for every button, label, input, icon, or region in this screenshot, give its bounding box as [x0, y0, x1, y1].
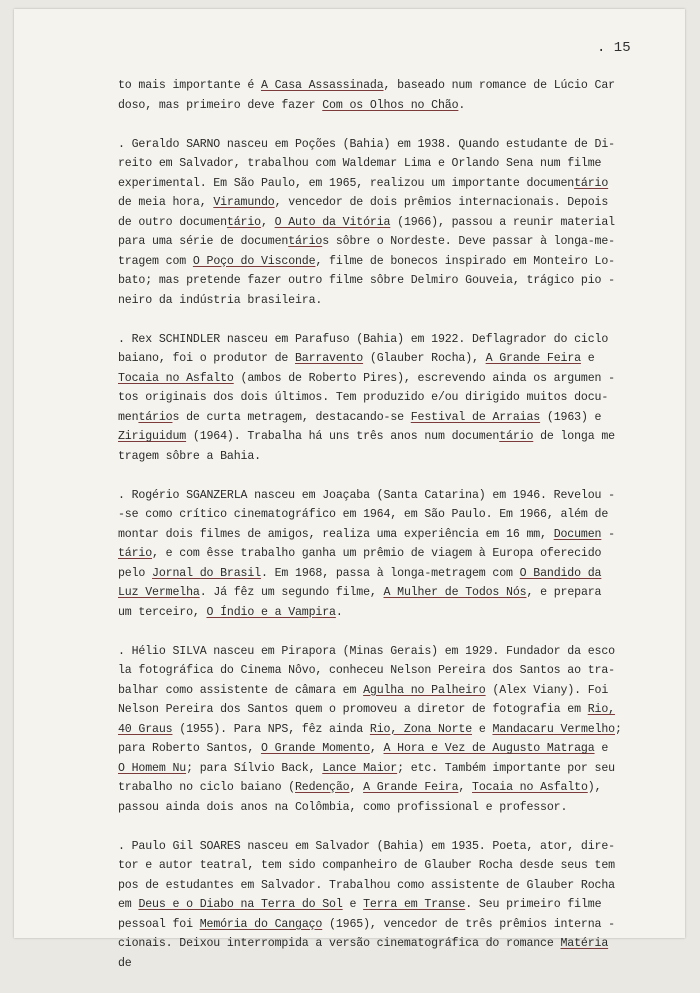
text-line: baiano, foi o produtor de Barravento (Glauber Rocha), A Grande Feira e: [118, 352, 595, 365]
text-line: la fotográfica do Cinema Nôvo, conheceu Nelson Pereira dos Santos ao tra-: [118, 664, 615, 677]
text-line: tragem com O Poço do Visconde, filme de bonecos inspirado em Monteiro Lo-: [118, 254, 615, 268]
underlined-title: tário: [499, 430, 534, 443]
underlined-title: O Índio e a Vampira: [206, 605, 336, 619]
text-line: O Homem Nu; para Sílvio Back, Lance Maior; etc. Também importante por seu: [118, 761, 615, 775]
underlined-title: Deus e o Diabo na Terra do Sol: [138, 898, 343, 911]
text-line: pessoal foi Memória do Cangaço (1965), vencedor de três prêmios interna -: [118, 917, 615, 931]
underlined-title: tário: [226, 215, 261, 229]
paragraph: [118, 642, 626, 818]
text-line: reito em Salvador, trabalhou com Waldemar Lima e Orlando Sena num filme: [118, 157, 602, 170]
text-line: to mais importante é A Casa Assassinada, baseado num romance de Lúcio Car: [118, 79, 615, 92]
document-body: [118, 76, 626, 993]
text-line: . Geraldo SARNO nasceu em Poções (Bahia) em 1938. Quando estudante de Di-: [118, 137, 615, 151]
underlined-title: A Hora e Vez de Augusto Matraga: [383, 742, 595, 755]
underlined-title: A Grande Feira: [485, 352, 581, 365]
text-line: em Deus e o Diabo na Terra do Sol e Terra em Transe. Seu primeiro filme: [118, 898, 602, 911]
text-line: Luz Vermelha. Já fêz um segundo filme, A Mulher de Todos Nós, e prepara: [118, 586, 602, 599]
text-line: tário, e com êsse trabalho ganha um prêmio de viagem à Europa oferecido: [118, 547, 602, 560]
underlined-title: Matéria: [560, 937, 609, 950]
underlined-title: 40 Graus: [118, 722, 173, 736]
text-line: montar dois filmes de amigos, realiza uma experiência em 16 mm, Documen -: [118, 527, 615, 541]
underlined-title: O Poço do Visconde: [192, 254, 316, 268]
underlined-title: Com os Olhos no Chão: [322, 98, 459, 112]
text-line: Nelson Pereira dos Santos quem o promoveu a diretor de fotografia em Rio,: [118, 703, 615, 716]
text-line: de outro documentário, O Auto da Vitória (1966), passou a reunir material: [118, 215, 615, 229]
text-line: . Rogério SGANZERLA nasceu em Joaçaba (Santa Catarina) em 1946. Revelou -: [118, 488, 615, 502]
paragraph: [118, 135, 626, 311]
underlined-title: Ziriguidum: [118, 430, 187, 443]
paragraph: [118, 837, 626, 974]
text-line: neiro da indústria brasileira.: [118, 293, 323, 307]
underlined-title: tário: [288, 235, 323, 248]
underlined-title: Terra em Transe: [363, 898, 466, 911]
underlined-title: tário: [574, 176, 609, 190]
underlined-title: Lance Maior: [322, 761, 398, 775]
text-line: doso, mas primeiro deve fazer Com os Olhos no Chão.: [118, 98, 466, 112]
document-sheet: [14, 9, 685, 970]
paragraph: [118, 76, 626, 115]
text-line: . Rex SCHINDLER nasceu em Parafuso (Bahia) em 1922. Deflagrador do ciclo: [118, 332, 609, 346]
underlined-title: Redenção: [295, 781, 350, 794]
text-line: tragem sôbre a Bahia.: [118, 449, 261, 463]
text-line: 40 Graus (1955). Para NPS, fêz ainda Rio, Zona Norte e Mandacaru Vermelho;: [118, 722, 622, 736]
underlined-title: tário: [118, 547, 153, 560]
text-line: tor e autor teatral, tem sido companheiro de Glauber Rocha desde seus tem: [118, 859, 615, 872]
underlined-title: Tocaia no Asfalto: [118, 371, 234, 385]
text-line: para Roberto Santos, O Grande Momento, A Hora e Vez de Augusto Matraga e: [118, 742, 609, 755]
text-line: trabalho no ciclo baiano (Redenção, A Grande Feira, Tocaia no Asfalto),: [118, 781, 602, 794]
underlined-title: Memória do Cangaço: [199, 917, 323, 931]
paragraph: [118, 330, 626, 467]
underlined-title: Mandacaru Vermelho: [492, 722, 615, 736]
text-line: bato; mas pretende fazer outro filme sôbre Delmiro Gouveia, trágico pio -: [118, 274, 615, 287]
underlined-title: A Grande Feira: [363, 781, 459, 794]
underlined-title: tário: [138, 410, 173, 424]
underlined-title: O Auto da Vitória: [274, 215, 391, 229]
underlined-title: Luz Vermelha: [118, 586, 200, 599]
underlined-title: Barravento: [295, 352, 364, 365]
text-line: Ziriguidum (1964). Trabalha há uns três anos num documentário de longa me: [118, 430, 615, 443]
text-line: . Hélio SILVA nasceu em Pirapora (Minas Gerais) em 1929. Fundador da esco: [118, 644, 615, 658]
text-line: pos de estudantes em Salvador. Trabalhou como assistente de Glauber Rocha: [118, 878, 615, 892]
text-line: . Paulo Gil SOARES nasceu em Salvador (Bahia) em 1935. Poeta, ator, dire-: [118, 839, 615, 853]
text-line: tos originais dos dois últimos. Tem produzido e/ou dirigido muitos docu-: [118, 391, 609, 404]
text-line: experimental. Em São Paulo, em 1965, realizou um importante documentário: [118, 176, 609, 190]
text-line: cionais. Deixou interrompida a versão cinematográfica do romance Matéria: [118, 937, 609, 950]
underlined-title: Rio,: [587, 703, 615, 716]
text-line: para uma série de documentários sôbre o Nordeste. Deve passar à longa-me-: [118, 235, 615, 248]
text-line: balhar como assistente de câmara em Agulha no Palheiro (Alex Viany). Foi: [118, 683, 609, 697]
text-line: de: [118, 956, 132, 970]
underlined-title: O Bandido da: [519, 566, 602, 580]
underlined-title: Documen: [553, 527, 602, 541]
underlined-title: Viramundo: [213, 196, 275, 209]
page-number: . 15: [597, 40, 631, 56]
text-line: um terceiro, O Índio e a Vampira.: [118, 605, 343, 619]
text-line: passou ainda dois anos na Colômbia, como profissional e professor.: [118, 800, 568, 814]
text-line: mentários de curta metragem, destacando-se Festival de Arraias (1963) e: [118, 410, 602, 424]
underlined-title: A Casa Assassinada: [260, 79, 384, 92]
underlined-title: Rio, Zona Norte: [369, 722, 473, 736]
underlined-title: Tocaia no Asfalto: [472, 781, 588, 794]
underlined-title: Jornal do Brasil: [152, 566, 261, 580]
text-line: de meia hora, Viramundo, vencedor de dois prêmios internacionais. Depois: [118, 196, 609, 209]
underlined-title: O Homem Nu: [118, 761, 187, 775]
text-line: pelo Jornal do Brasil. Em 1968, passa à longa-metragem com O Bandido da: [118, 566, 602, 580]
text-line: -se como crítico cinematográfico em 1964, em São Paulo. Em 1966, além de: [118, 508, 609, 521]
underlined-title: O Grande Momento: [260, 742, 370, 755]
paragraph: [118, 486, 626, 623]
underlined-title: Agulha no Palheiro: [363, 683, 486, 697]
text-line: Tocaia no Asfalto (ambos de Roberto Pires), escrevendo ainda os argumen -: [118, 371, 615, 385]
underlined-title: Festival de Arraias: [410, 410, 541, 424]
underlined-title: A Mulher de Todos Nós: [383, 586, 527, 599]
